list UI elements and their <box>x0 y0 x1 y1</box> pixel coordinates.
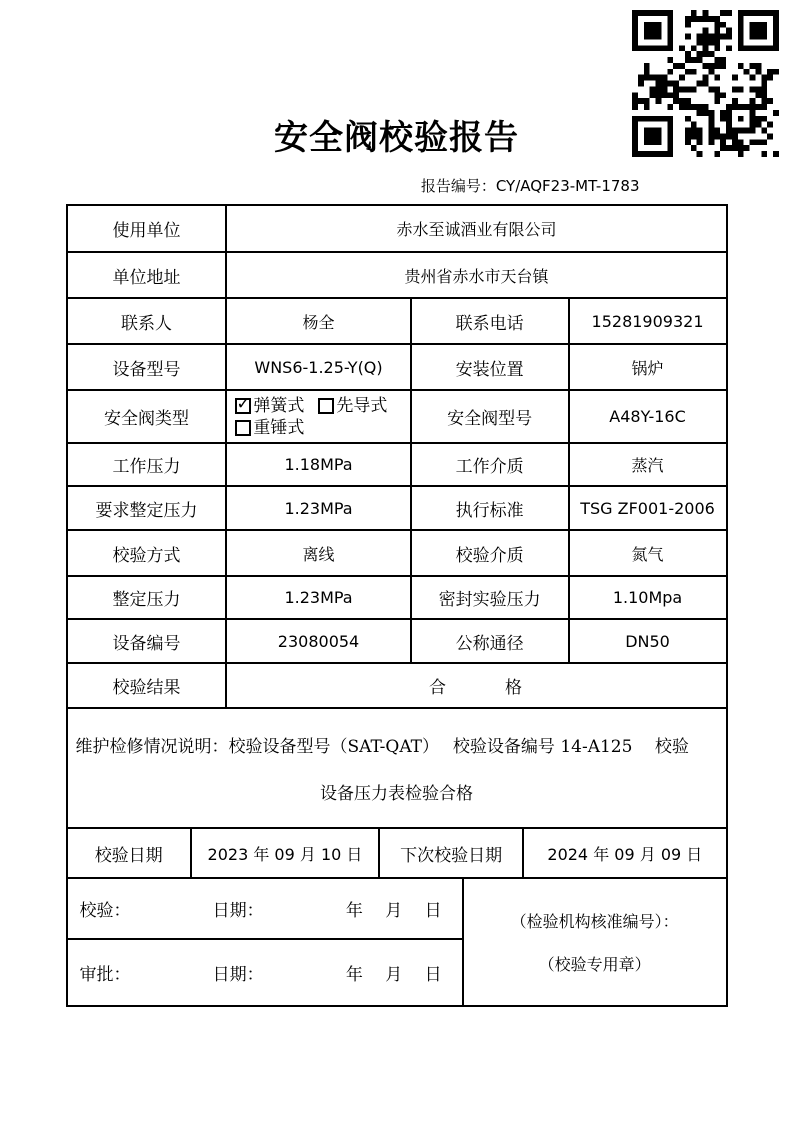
value-phone: 15281909321 <box>568 299 726 343</box>
label-device-model: 设备型号 <box>112 359 181 380</box>
label-calibration-date: 校验日期 <box>94 845 163 866</box>
label-install-location: 安装位置 <box>410 345 568 389</box>
table-row <box>68 707 726 827</box>
signature-section <box>68 877 726 1005</box>
calibrator-date-label: 日期： <box>212 901 264 921</box>
value-calibration-result: 合 格 <box>225 664 725 707</box>
value-required-set-pressure: 1.23MPa <box>225 487 409 529</box>
calibrator-signature-row <box>68 879 462 938</box>
label-valve-type: 安全阀类型 <box>103 409 189 429</box>
table-row <box>68 662 726 707</box>
value-use-unit: 赤水至诚酒业有限公司 <box>225 206 725 251</box>
value-valve-model: A48Y-16C <box>568 391 726 442</box>
maintenance-note-line2: 设备压力表检验合格 <box>320 784 473 804</box>
table-row <box>68 297 726 343</box>
checkbox-icon <box>235 420 251 436</box>
label-calibration-medium: 校验介质 <box>410 531 568 575</box>
value-install-location: 锅炉 <box>568 345 726 389</box>
label-required-set-pressure: 要求整定压力 <box>95 500 198 521</box>
checkbox-icon <box>318 398 334 414</box>
value-standard: TSG ZF001-2006 <box>568 487 726 529</box>
value-device-model: WNS6-1.25-Y(Q) <box>225 345 409 389</box>
table-row <box>68 251 726 297</box>
table-row <box>68 206 726 251</box>
label-seal-test-pressure: 密封实验压力 <box>410 577 568 618</box>
valve-type-options <box>225 391 409 442</box>
label-calibration-method: 校验方式 <box>112 545 181 566</box>
checkbox-icon <box>235 398 251 414</box>
table-row <box>68 343 726 389</box>
report-table <box>66 204 728 1007</box>
stamp-cell <box>462 879 726 1005</box>
report-number-value: CY/AQF23-MT-1783 <box>495 177 640 195</box>
calibration-stamp-label: （校验专用章） <box>538 955 651 974</box>
maintenance-note <box>68 709 726 827</box>
value-calibration-method: 离线 <box>225 531 409 575</box>
table-row <box>68 827 726 877</box>
calibrator-label: 校验： <box>79 901 131 921</box>
label-nominal-diameter: 公称通径 <box>410 620 568 662</box>
checkbox-label: 重锤式 <box>253 417 305 438</box>
qr-code <box>632 10 779 157</box>
signature-left-column <box>68 879 462 1005</box>
label-valve-model: 安全阀型号 <box>410 391 568 442</box>
page-title: 安全阀校验报告 <box>274 118 519 158</box>
value-working-medium: 蒸汽 <box>568 444 726 485</box>
label-device-number: 设备编号 <box>112 633 181 654</box>
table-row <box>68 575 726 618</box>
report-number-label: 报告编号： <box>420 177 496 195</box>
value-calibration-medium: 氮气 <box>568 531 726 575</box>
value-calibration-date: 2023 年 09 月 10 日 <box>190 829 378 877</box>
table-row <box>68 485 726 529</box>
table-row <box>68 442 726 485</box>
maintenance-note-line1: 维护检修情况说明：校验设备型号（SAT-QAT） 校验设备编号 14-A125 校验 <box>75 737 689 757</box>
label-calibration-result: 校验结果 <box>112 678 181 698</box>
label-phone: 联系电话 <box>410 299 568 343</box>
checkbox-spring-type <box>235 395 304 417</box>
label-working-pressure: 工作压力 <box>112 457 181 477</box>
value-set-pressure: 1.23MPa <box>225 577 409 618</box>
checkbox-label: 先导式 <box>336 395 388 416</box>
calibrator-ymd: 年 月 日 <box>345 901 442 921</box>
value-next-calibration-date: 2024 年 09 月 09 日 <box>522 829 725 877</box>
label-contact: 联系人 <box>120 313 172 334</box>
table-row <box>68 529 726 575</box>
checkbox-weight-type <box>235 417 304 439</box>
checkbox-pilot-type <box>318 395 387 417</box>
table-row <box>68 389 726 442</box>
label-unit-address: 单位地址 <box>112 267 181 288</box>
label-next-calibration-date: 下次校验日期 <box>378 829 522 877</box>
label-standard: 执行标准 <box>410 487 568 529</box>
label-set-pressure: 整定压力 <box>112 590 181 610</box>
value-working-pressure: 1.18MPa <box>225 444 409 485</box>
label-use-unit: 使用单位 <box>112 221 181 241</box>
approver-date-label: 日期： <box>212 965 264 985</box>
label-working-medium: 工作介质 <box>410 444 568 485</box>
value-seal-test-pressure: 1.10Mpa <box>568 577 726 618</box>
report-number-line <box>68 176 726 196</box>
table-row <box>68 618 726 662</box>
value-contact: 杨全 <box>225 299 409 343</box>
checkbox-label: 弹簧式 <box>253 395 305 416</box>
value-unit-address: 贵州省赤水市天台镇 <box>225 253 725 297</box>
approver-ymd: 年 月 日 <box>345 965 442 985</box>
approver-signature-row <box>68 938 462 1005</box>
approver-label: 审批： <box>79 965 131 985</box>
value-device-number: 23080054 <box>225 620 409 662</box>
agency-approval-number-label: （检验机构核准编号）： <box>510 912 679 931</box>
value-nominal-diameter: DN50 <box>568 620 726 662</box>
